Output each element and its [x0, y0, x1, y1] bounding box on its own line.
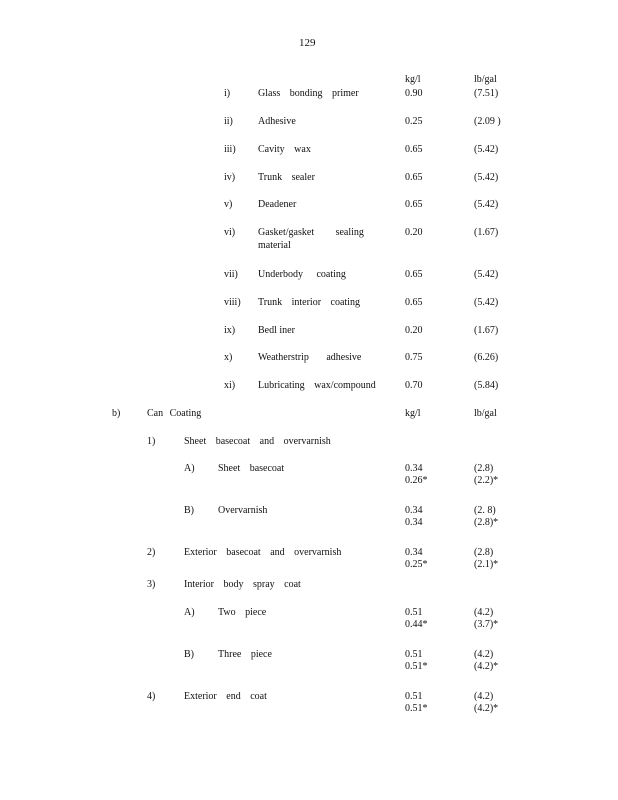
- item-roman: vii): [224, 269, 238, 280]
- item-lb: (5.42): [474, 172, 499, 183]
- can-item-number: 2): [147, 547, 156, 558]
- section-b-lb-header: lb/gal: [474, 408, 497, 419]
- item-roman: ix): [224, 325, 236, 336]
- can-lb-value: (4.2): [474, 691, 494, 702]
- can-item-title: Interior body spray coat: [184, 579, 301, 590]
- can-kg-value: 0.51*: [405, 703, 428, 714]
- item-name: Trunk interior coating: [258, 297, 360, 308]
- can-subitem-title: Three piece: [218, 649, 272, 660]
- item-roman: viii): [224, 297, 241, 308]
- unit-lb-header: lb/gal: [474, 74, 497, 85]
- item-name: Glass bonding primer: [258, 88, 359, 99]
- can-kg-value: 0.51: [405, 649, 423, 660]
- item-kg: 0.90: [405, 88, 423, 99]
- can-lb-value: (2. 8): [474, 505, 496, 516]
- item-roman: vi): [224, 227, 236, 238]
- item-name: Lubricating wax/compound: [258, 380, 376, 391]
- can-item-number: 3): [147, 579, 156, 590]
- can-subitem-title: Sheet basecoat: [218, 463, 285, 474]
- can-kg-value: 0.26*: [405, 475, 428, 486]
- item-kg: 0.75: [405, 352, 423, 363]
- can-kg-value: 0.34: [405, 505, 423, 516]
- item-lb: (1.67): [474, 227, 499, 238]
- unit-kg-header: kg/l: [405, 74, 421, 85]
- item-name: Underbody coating: [258, 269, 346, 280]
- item-roman: ii): [224, 116, 233, 127]
- item-lb: (2.09 ): [474, 116, 501, 127]
- item-name-continued: material: [258, 240, 291, 251]
- item-kg: 0.20: [405, 325, 423, 336]
- can-lb-value: (4.2): [474, 607, 494, 618]
- page-number: 129: [299, 37, 316, 49]
- item-lb: (7.51): [474, 88, 499, 99]
- can-lb-value: (2.2)*: [474, 475, 499, 486]
- can-kg-value: 0.51: [405, 691, 423, 702]
- item-roman: iii): [224, 144, 236, 155]
- can-item-title: Sheet basecoat and overvarnish: [184, 436, 331, 447]
- can-item-title: Exterior end coat: [184, 691, 267, 702]
- item-roman: iv): [224, 172, 236, 183]
- can-kg-value: 0.51*: [405, 661, 428, 672]
- can-kg-value: 0.34: [405, 517, 423, 528]
- item-name: Bedl iner: [258, 325, 295, 336]
- can-kg-value: 0.34: [405, 463, 423, 474]
- item-roman: xi): [224, 380, 236, 391]
- item-kg: 0.65: [405, 199, 423, 210]
- can-subitem-letter: A): [184, 463, 195, 474]
- can-subitem-letter: B): [184, 649, 194, 660]
- can-lb-value: (3.7)*: [474, 619, 499, 630]
- item-lb: (1.67): [474, 325, 499, 336]
- can-kg-value: 0.25*: [405, 559, 428, 570]
- item-lb: (6.26): [474, 352, 499, 363]
- item-lb: (5.42): [474, 297, 499, 308]
- can-kg-value: 0.51: [405, 607, 423, 618]
- can-subitem-title: Overvarnish: [218, 505, 268, 516]
- item-lb: (5.42): [474, 144, 499, 155]
- can-kg-value: 0.34: [405, 547, 423, 558]
- item-kg: 0.65: [405, 144, 423, 155]
- can-lb-value: (2.8): [474, 463, 494, 474]
- item-lb: (5.42): [474, 199, 499, 210]
- can-lb-value: (4.2)*: [474, 661, 499, 672]
- can-subitem-title: Two piece: [218, 607, 267, 618]
- can-lb-value: (4.2): [474, 649, 494, 660]
- item-roman: v): [224, 199, 233, 210]
- item-lb: (5.42): [474, 269, 499, 280]
- item-name: Gasket/gasket sealing: [258, 227, 364, 238]
- item-roman: x): [224, 352, 233, 363]
- can-subitem-letter: B): [184, 505, 194, 516]
- can-lb-value: (2.1)*: [474, 559, 499, 570]
- item-kg: 0.65: [405, 297, 423, 308]
- item-name: Trunk sealer: [258, 172, 315, 183]
- can-lb-value: (2.8): [474, 547, 494, 558]
- item-roman: i): [224, 88, 231, 99]
- section-b-label: b): [112, 408, 121, 419]
- can-item-title: Exterior basecoat and overvarnish: [184, 547, 342, 558]
- item-lb: (5.84): [474, 380, 499, 391]
- can-item-number: 1): [147, 436, 156, 447]
- section-b-kg-header: kg/l: [405, 408, 421, 419]
- item-kg: 0.65: [405, 172, 423, 183]
- can-lb-value: (2.8)*: [474, 517, 499, 528]
- section-b-title: Can Coating: [147, 408, 202, 419]
- can-kg-value: 0.44*: [405, 619, 428, 630]
- item-kg: 0.65: [405, 269, 423, 280]
- item-name: Adhesive: [258, 116, 296, 127]
- can-subitem-letter: A): [184, 607, 195, 618]
- item-name: Deadener: [258, 199, 297, 210]
- can-item-number: 4): [147, 691, 156, 702]
- item-kg: 0.70: [405, 380, 423, 391]
- item-kg: 0.20: [405, 227, 423, 238]
- item-kg: 0.25: [405, 116, 423, 127]
- item-name: Weatherstrip adhesive: [258, 352, 362, 363]
- can-lb-value: (4.2)*: [474, 703, 499, 714]
- item-name: Cavity wax: [258, 144, 311, 155]
